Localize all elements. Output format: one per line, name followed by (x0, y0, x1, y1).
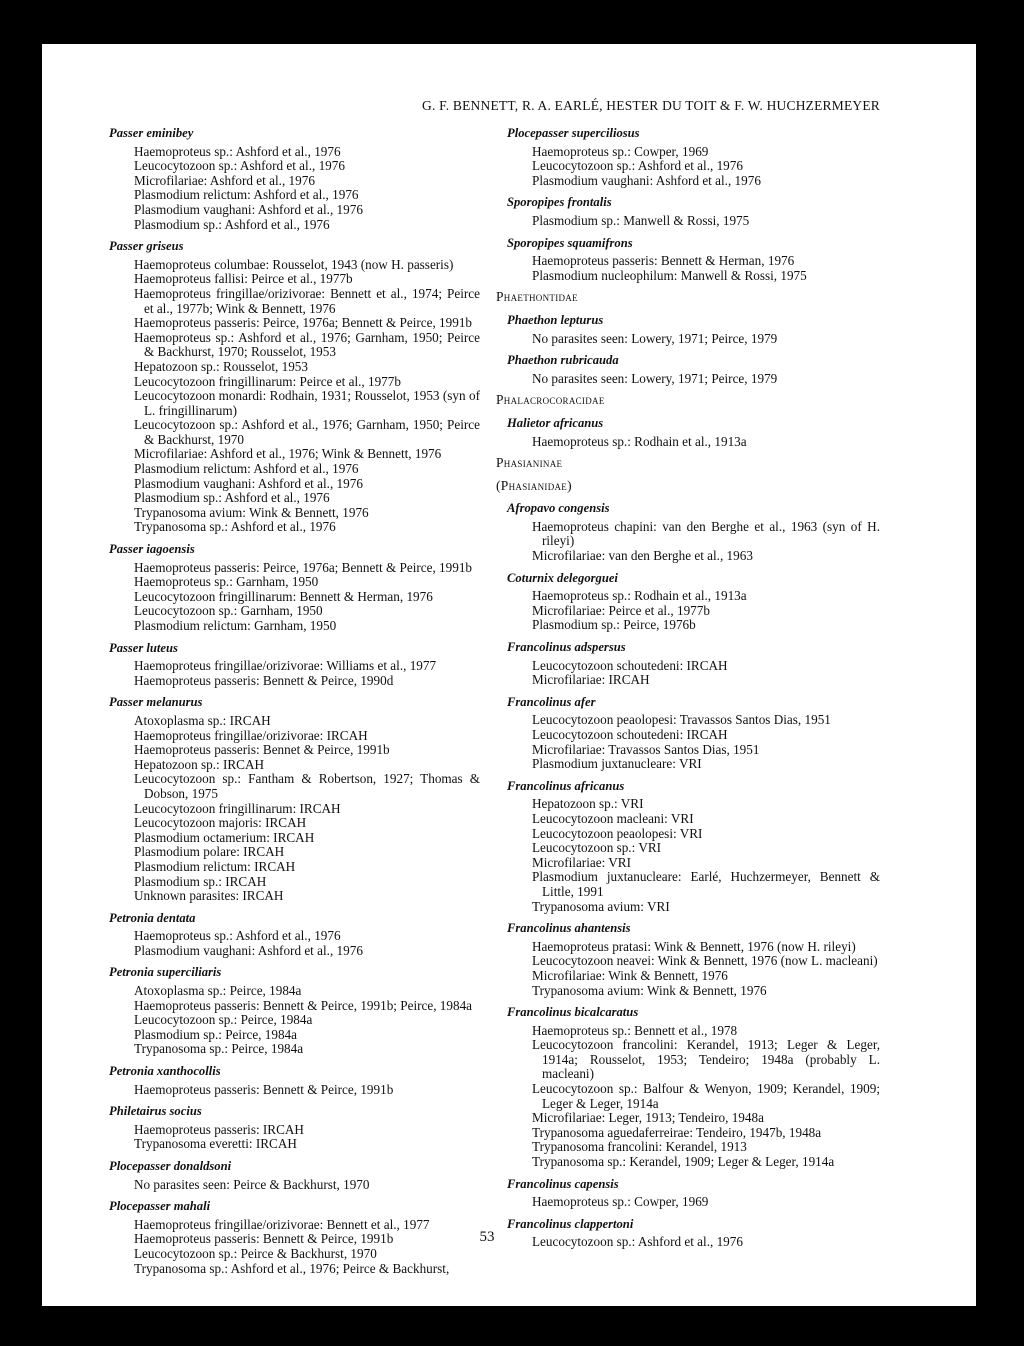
species-entry (507, 235, 880, 284)
parasite-record: Plasmodium relictum: Ashford et al., 1976 (134, 461, 359, 477)
species-entry (507, 640, 880, 688)
species-entry (109, 126, 480, 232)
parasite-record: Haemoproteus sp.: Cowper, 1969 (532, 143, 709, 159)
parasite-record: Haemoproteus sp.: Cowper, 1969 (532, 1194, 709, 1210)
parasite-record: Trypanosoma avium: Wink & Bennett, 1976 (134, 504, 369, 520)
species-entry (507, 778, 880, 914)
parasite-record: Leucocytozoon peaolopesi: Travassos Santos Dias, 1951 (532, 712, 831, 728)
species-entry (109, 640, 480, 689)
parasite-record: Haemoproteus passeris: Bennett & Peirce, 1991b (134, 1231, 394, 1247)
page-number: 53 (479, 1229, 495, 1245)
parasite-record: Haemoproteus sp.: Ashford et al., 1976; Garnham, 1950; Peirce & Backhurst, 1970; Rousselot, 1953 (134, 329, 480, 360)
parasite-record: Plasmodium sp.: IRCAH (134, 873, 267, 889)
family-heading: Phasianinae (496, 455, 563, 471)
parasite-record: Plasmodium juxtanucleare: VRI (532, 756, 702, 772)
species-entry (109, 695, 480, 904)
species-name: Francolinus bicalcaratus (507, 1005, 639, 1020)
species-entry (109, 542, 480, 634)
species-entry (507, 1176, 880, 1210)
species-entry (109, 1199, 480, 1276)
parasite-record: Plasmodium vaughani: Ashford et al., 1976 (134, 475, 363, 491)
parasite-record: Haemoproteus passeris: Bennett & Herman, 1976 (532, 253, 795, 269)
parasite-record: Trypanosoma sp.: Ashford et al., 1976 (134, 519, 336, 535)
parasite-record: Trypanosoma francolini: Kerandel, 1913 (532, 1139, 747, 1155)
species-name: Sporopipes squamifrons (507, 235, 633, 250)
parasite-record: Microfilariae: van den Berghe et al., 1963 (532, 548, 753, 564)
parasite-record: Microfilariae: Leger, 1913; Tendeiro, 1948a (532, 1110, 764, 1126)
parasite-record: Leucocytozoon sp.: Balfour & Wenyon, 1909; Kerandel, 1909; Leger & Leger, 1914a (532, 1081, 880, 1111)
parasite-record: Trypanosoma sp.: Ashford et al., 1976; Peirce & Backhurst, (134, 1260, 450, 1276)
parasite-record: Haemoproteus passeris: Peirce, 1976a; Bennett & Peirce, 1991b (134, 315, 473, 331)
species-name: Francolinus adspersus (507, 640, 626, 655)
species-name: Philetairus socius (109, 1104, 202, 1119)
parasite-record: Haemoproteus sp.: Ashford et al., 1976 (134, 143, 341, 159)
parasite-record: Haemoproteus sp.: Rodhain et al., 1913a (532, 588, 747, 604)
parasite-record: Plasmodium sp.: Ashford et al., 1976 (134, 490, 330, 506)
parasite-record: Microfilariae: Ashford et al., 1976; Wink & Bennett, 1976 (134, 446, 442, 462)
parasite-record: Haemoproteus fringillae/orizivorae: Bennett et al., 1977 (134, 1216, 430, 1232)
species-name: Passer griseus (109, 239, 184, 254)
species-entry (507, 1005, 880, 1170)
parasite-record: Microfilariae: Ashford et al., 1976 (134, 172, 315, 188)
species-name: Francolinus africanus (507, 778, 625, 793)
species-name: Francolinus capensis (507, 1176, 619, 1191)
species-name: Passer iagoensis (109, 542, 195, 557)
species-entry (507, 415, 880, 449)
parasite-record: Trypanosoma sp.: Kerandel, 1909; Leger & Leger, 1914a (532, 1154, 835, 1170)
species-name: Sporopipes frontalis (507, 195, 612, 210)
parasite-record: Leucocytozoon peaolopesi: VRI (532, 825, 703, 841)
right-column (496, 126, 880, 1257)
parasite-record: Leucocytozoon monardi: Rodhain, 1931; Rousselot, 1953 (syn of L. fringillinarum) (134, 388, 480, 418)
species-name: Petronia superciliaris (109, 965, 222, 980)
species-name: Halietor africanus (507, 415, 604, 430)
parasite-record: Leucocytozoon sp.: Ashford et al., 1976 (134, 158, 345, 174)
species-name: Phaethon lepturus (507, 312, 604, 327)
species-entry (507, 694, 880, 772)
parasite-record: Leucocytozoon majoris: IRCAH (134, 815, 307, 831)
parasite-record: Leucocytozoon fringillinarum: Peirce et al., 1977b (134, 373, 401, 389)
parasite-record: Plasmodium relictum: Ashford et al., 1976 (134, 187, 359, 203)
left-column (109, 126, 480, 1283)
parasite-record: Leucocytozoon schoutedeni: IRCAH (532, 657, 728, 673)
parasite-record: Plasmodium sp.: Ashford et al., 1976 (134, 216, 330, 232)
species-entry (507, 126, 880, 188)
species-entry (109, 1159, 480, 1192)
species-name: Phaethon rubricauda (507, 353, 619, 368)
parasite-record: Leucocytozoon sp.: Peirce & Backhurst, 1970 (134, 1245, 377, 1261)
species-entry (507, 195, 880, 228)
parasite-record: Plasmodium relictum: IRCAH (134, 858, 296, 874)
species-name: Coturnix delegorguei (507, 570, 618, 585)
parasite-record: Hepatozoon sp.: VRI (532, 796, 644, 812)
parasite-record: Leucocytozoon sp.: Ashford et al., 1976 (532, 158, 743, 174)
parasite-record: Leucocytozoon macleani: VRI (532, 810, 694, 826)
parasite-record: Plasmodium relictum: Garnham, 1950 (134, 618, 337, 633)
parasite-record: Haemoproteus fallisi: Peirce et al., 1977b (134, 271, 353, 287)
parasite-record: Haemoproteus sp.: Rodhain et al., 1913a (532, 433, 747, 449)
parasite-record: Leucocytozoon sp.: Ashford et al., 1976 (532, 1234, 743, 1250)
parasite-record: Microfilariae: Peirce et al., 1977b (532, 602, 710, 618)
parasite-record: Leucocytozoon sp.: Peirce, 1984a (134, 1012, 313, 1028)
parasite-record: No parasites seen: Peirce & Backhurst, 1970 (134, 1176, 370, 1192)
parasite-record: Plasmodium vaughani: Ashford et al., 1976 (134, 942, 363, 958)
family-heading: (Phasianidae) (496, 477, 572, 493)
species-entry (109, 1064, 480, 1097)
species-entry (109, 1104, 480, 1152)
species-entry (507, 353, 880, 386)
parasite-record: Unknown parasites: IRCAH (134, 888, 284, 904)
parasite-record: Microfilariae: Wink & Bennett, 1976 (532, 967, 728, 983)
species-name: Passer luteus (109, 640, 178, 655)
parasite-record: Leucocytozoon fringillinarum: IRCAH (134, 800, 341, 816)
species-entry (507, 921, 880, 998)
parasite-record: Trypanosoma avium: Wink & Bennett, 1976 (532, 982, 767, 998)
species-name: Francolinus afer (507, 694, 596, 709)
parasite-record: Microfilariae: IRCAH (532, 672, 650, 688)
parasite-record: Haemoproteus passeris: Bennett & Peirce, 1991b; Peirce, 1984a (134, 997, 473, 1013)
parasite-record: Plasmodium nucleophilum: Manwell & Rossi, 1975 (532, 267, 807, 283)
parasite-record: Haemoproteus passeris: IRCAH (134, 1121, 304, 1137)
species-name: Petronia dentata (109, 910, 196, 925)
species-entry (109, 239, 480, 535)
parasite-record: Plasmodium vaughani: Ashford et al., 1976 (134, 201, 363, 217)
family-heading: Phaethontidae (496, 289, 578, 305)
parasite-record: Leucocytozoon fringillinarum: Bennett & Herman, 1976 (134, 588, 433, 604)
parasite-record: Atoxoplasma sp.: Peirce, 1984a (134, 983, 302, 999)
parasite-record: Leucocytozoon francolini: Kerandel, 1913; Leger & Leger, 1914a; Rousselot, 1953; Tendeiro; 1948a (probably L. macleani) (532, 1037, 880, 1082)
parasite-record: Plasmodium sp.: Manwell & Rossi, 1975 (532, 212, 750, 228)
species-name: Petronia xanthocollis (109, 1064, 221, 1079)
parasite-record: Leucocytozoon sp.: Garnham, 1950 (134, 603, 323, 619)
parasite-record: No parasites seen: Lowery, 1971; Peirce, 1979 (532, 370, 778, 386)
parasite-record: Haemoproteus passeris: Bennett & Peirce, 1991b (134, 1081, 394, 1097)
parasite-record: Leucocytozoon sp.: Ashford et al., 1976; Garnham, 1950; Peirce & Backhurst, 1970 (134, 417, 480, 447)
running-head: G. F. BENNETT, R. A. EARLÉ, HESTER DU TOIT & F. W. HUCHZERMEYER (422, 98, 880, 113)
parasite-record: Haemoproteus passeris: Bennet & Peirce, 1991b (134, 742, 390, 758)
species-entry (507, 501, 880, 564)
parasite-record: Haemoproteus sp.: Garnham, 1950 (134, 574, 319, 590)
parasite-record: Trypanosoma sp.: Peirce, 1984a (134, 1041, 304, 1057)
parasite-record: Haemoproteus chapini: van den Berghe et al., 1963 (syn of H. rileyi) (532, 518, 880, 549)
parasite-record: Leucocytozoon schoutedeni: IRCAH (532, 727, 728, 742)
species-name: Passer melanurus (109, 695, 203, 710)
parasite-record: Atoxoplasma sp.: IRCAH (134, 712, 271, 728)
parasite-record: Trypanosoma everetti: IRCAH (134, 1136, 297, 1152)
species-entry (109, 965, 480, 1057)
parasite-record: Plasmodium polare: IRCAH (134, 844, 285, 860)
parasite-record: Plasmodium sp.: Peirce, 1984a (134, 1026, 297, 1042)
species-name: Passer eminibey (109, 126, 194, 140)
parasite-record: Plasmodium vaughani: Ashford et al., 1976 (532, 172, 761, 188)
parasite-record: Plasmodium juxtanucleare: Earlé, Huchzermeyer, Bennett & Little, 1991 (532, 869, 880, 899)
parasite-record: Plasmodium octamerium: IRCAH (134, 829, 315, 845)
species-entry (109, 910, 480, 959)
parasite-record: Hepatozoon sp.: Rousselot, 1953 (134, 358, 308, 374)
parasite-record: Hepatozoon sp.: IRCAH (134, 756, 265, 772)
species-entry (507, 570, 880, 633)
parasite-record: Leucocytozoon sp.: VRI (532, 840, 662, 856)
parasite-record: Trypanosoma avium: VRI (532, 898, 670, 914)
parasite-record: Haemoproteus columbae: Rousselot, 1943 (now H. passeris) (134, 256, 454, 272)
parasite-record: Microfilariae: Travassos Santos Dias, 1951 (532, 741, 760, 757)
parasite-record: Microfilariae: VRI (532, 854, 631, 870)
parasite-record: Trypanosoma aguedaferreirae: Tendeiro, 1947b, 1948a (532, 1124, 822, 1140)
species-name: Francolinus clappertoni (507, 1216, 634, 1231)
species-name: Plocepasser superciliosus (507, 126, 640, 140)
family-heading: Phalacrocoracidae (496, 392, 605, 408)
parasite-record: Haemoproteus pratasi: Wink & Bennett, 1976 (now H. rileyi) (532, 938, 856, 954)
parasite-record: Haemoproteus sp.: Ashford et al., 1976 (134, 928, 341, 944)
species-name: Plocepasser donaldsoni (109, 1159, 232, 1173)
species-entry (507, 1216, 880, 1250)
parasite-record: Haemoproteus sp.: Bennett et al., 1978 (532, 1022, 738, 1038)
parasite-record: Haemoproteus fringillae/orizivorae: Williams et al., 1977 (134, 658, 437, 674)
parasite-record: Haemoproteus passeris: Peirce, 1976a; Bennett & Peirce, 1991b (134, 559, 473, 575)
species-name: Francolinus ahantensis (507, 921, 631, 936)
parasite-record: Leucocytozoon neavei: Wink & Bennett, 1976 (now L. macleani) (532, 953, 878, 969)
species-entry (507, 312, 880, 346)
species-name: Plocepasser mahali (109, 1199, 211, 1214)
parasite-record: Haemoproteus passeris: Bennett & Peirce, 1990d (134, 672, 394, 688)
parasite-record: Haemoproteus fringillae/orizivorae: IRCAH (134, 727, 368, 743)
parasite-record: Leucocytozoon sp.: Fantham & Robertson, 1927; Thomas & Dobson, 1975 (134, 771, 480, 801)
parasite-record: Haemoproteus fringillae/orizivorae: Bennett et al., 1974; Peirce et al., 1977b; Wink & Bennett, 1976 (134, 285, 480, 316)
parasite-record: No parasites seen: Lowery, 1971; Peirce, 1979 (532, 330, 778, 346)
species-name: Afropavo congensis (507, 501, 610, 516)
parasite-record: Plasmodium sp.: Peirce, 1976b (532, 617, 696, 633)
